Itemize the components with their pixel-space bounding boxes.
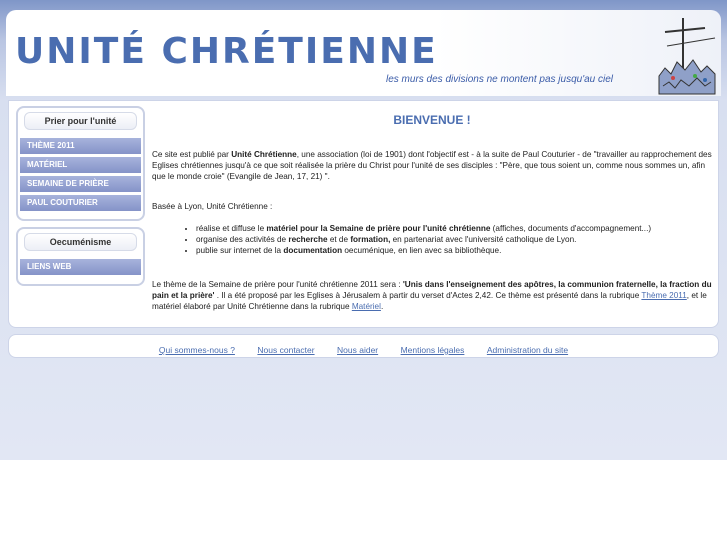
sidebar-box-prayer <box>16 106 145 221</box>
footer-link-administration[interactable]: Administration du site <box>486 345 569 355</box>
text-bold: 'Unis dans l'enseignement des apôtres, la communion fraternelle, la fraction du pain et la prière' <box>152 280 712 300</box>
text: (affiches, documents d'accompagnement...) <box>490 224 652 233</box>
theme-paragraph <box>152 279 712 312</box>
text: , et le matériel élaboré par Unité Chrétienne dans la rubrique <box>152 291 707 311</box>
list-item <box>196 234 712 245</box>
sidebar-box-oecumenisme <box>16 227 145 286</box>
sidebar-item-liens-web[interactable]: LIENS WEB <box>20 259 141 275</box>
text: réalise et diffuse le <box>196 224 267 233</box>
footer-nav <box>8 334 719 358</box>
sidebar-item-materiel[interactable]: MATÉRIEL <box>20 157 141 173</box>
sidebar-box-title: Oecuménisme <box>24 233 137 251</box>
footer-link-qui-sommes-nous[interactable]: Qui sommes-nous ? <box>158 345 235 355</box>
text-bold: matériel pour la Semaine de prière pour l'unité chrétienne <box>266 224 491 233</box>
intro-paragraph <box>152 149 712 182</box>
page-title: BIENVENUE ! <box>393 113 471 127</box>
footer-link-contact[interactable]: Nous contacter <box>257 345 315 355</box>
site-tagline: les murs des divisions ne montent pas jusqu'au ciel <box>386 74 614 85</box>
location-paragraph: Basée à Lyon, Unité Chrétienne : <box>152 202 273 211</box>
list-item <box>196 245 712 256</box>
text: . <box>380 302 384 311</box>
list-item <box>196 223 712 234</box>
text: . Il a été proposé par les Eglises à Jérusalem à partir du verset d'Actes 2,42. Ce thème est présenté dans la rubrique <box>214 291 642 300</box>
footer-link-aider[interactable]: Nous aider <box>337 345 379 355</box>
site-title: UNITÉ CHRÉTIENNE <box>15 31 438 72</box>
text: et de <box>327 235 351 244</box>
text: Le thème de la Semaine de prière pour l'unité chrétienne 2011 sera : <box>152 280 403 289</box>
materiel-link[interactable]: Matériel <box>351 302 381 311</box>
text-bold: Unité Chrétienne <box>231 150 297 159</box>
activities-list <box>152 223 712 256</box>
church-cross-icon <box>655 16 719 96</box>
text: Ce site est publié par <box>152 150 232 159</box>
sidebar-item-paul-couturier[interactable]: PAUL COUTURIER <box>20 195 141 211</box>
text-bold: recherche <box>288 235 328 244</box>
text-bold: documentation <box>283 246 343 255</box>
text: oecuménique, en lien avec sa bibliothèque. <box>342 246 502 255</box>
text: organise des activités de <box>196 235 289 244</box>
text: , une association (loi de 1901) dont l'objectif est - à la suite de Paul Couturier - de "travailler au rapprochement des Eglises chrétiennes jusqu'à ce que soit réalisée la prière du Christ pour l'unité de ses disciples : "Père, que tous soient un, comme nous sommes un, afin que le monde croie" (Evangile de Jean, 17, 21) ". <box>152 150 712 181</box>
text: publie sur internet de la <box>196 246 284 255</box>
footer-link-mentions-legales[interactable]: Mentions légales <box>400 345 465 355</box>
sidebar-box-title: Prier pour l'unité <box>24 112 137 130</box>
theme-2011-link[interactable]: Thème 2011 <box>641 291 687 300</box>
text-bold: formation, <box>350 235 391 244</box>
main-content <box>152 112 712 331</box>
sidebar-item-theme-2011[interactable]: THÈME 2011 <box>20 138 141 154</box>
text: en partenariat avec l'université catholique de Lyon. <box>390 235 577 244</box>
sidebar-item-semaine-de-priere[interactable]: SEMAINE DE PRIÈRE <box>20 176 141 192</box>
